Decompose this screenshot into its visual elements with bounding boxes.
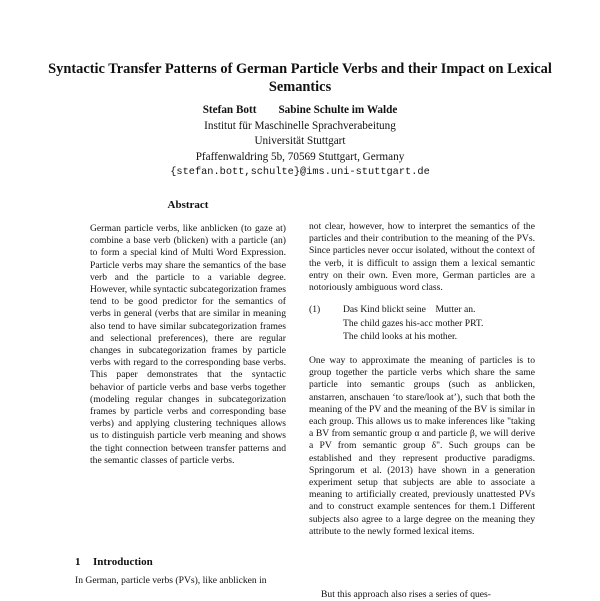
section-title: Introduction xyxy=(93,556,153,568)
right-paragraph-1: not clear, however, how to interpret the semantics of the particles and their contribution to the meaning of the PVs. Since particles never occur isolated, without the context of the verb, it is difficult to assign them a lexical semantic entry on their own. Even more, German particles are a notoriously ambiguous word class. xyxy=(309,221,535,294)
example-lines xyxy=(343,303,535,344)
abstract-text: German particle verbs, like anblicken (to gaze at) combine a base verb (blicken) with a particle (an) to form a special kind of Multi Word Expression. Particle verbs may share the semantics of the base verb and the particle to a variable degree. However, while syntactic subcategorization frames tend to be good predictor for the semantics of verbs in general (verbs that are similar in meaning also tend to have similar subcategorization frames and selectional preferences), there are regular changes in subcategorization frames by particle verbs with regard to the corresponding base verbs. This paper demonstrates that the syntactic behavior of particle verbs and base verbs together (modeling regular changes in subcategorization frames by particle verbs and corresponding base verbs) and applying clustering techniques allows us to distinguish particle verb meaning and shows the tight connection between transfer patterns and the semantic classes of particle verbs. xyxy=(90,223,286,466)
author-block xyxy=(40,103,560,181)
right-paragraph-3: But this approach also rises a series of ques- xyxy=(321,589,491,600)
abstract-heading: Abstract xyxy=(167,199,209,211)
section-heading xyxy=(75,556,153,568)
example-german: Das Kind blickt seine Mutter an. xyxy=(343,304,476,315)
address: Pfaffenwaldring 5b, 70569 Stuttgart, Germany xyxy=(195,150,405,163)
right-paragraph-2: One way to approximate the meaning of particles is to group together the particle verbs which share the same particle into semantic groups (such as anblicken, anstarren, anschauen ‘to stare/look at’), such that both the meaning of the PV and the meaning of the BV is similar in each group. This allows us to make inferences like "taking a BV from semantic group α and particle β, we will derive a PV from semantic group δ". Such groups can be established and they represent productive paradigms. Springorum et al. (2013) have shown in a generation experiment setup that subjects are able to associate a meaning to artificially created, previously unattested PVs and to construct example sentences for them.1 Different subjects also agree to a large degree on the meaning they attribute to the newly formed lexical items. xyxy=(309,355,535,537)
example-label: (1) xyxy=(309,304,321,315)
author-2: Sabine Schulte im Walde xyxy=(278,104,398,116)
example-gloss: The child gazes his-acc mother PRT. xyxy=(343,317,484,329)
email: {stefan.bott,schulte}@ims.uni-stuttgart.de xyxy=(170,166,430,179)
intro-text: In German, particle verbs (PVs), like anblicken in xyxy=(75,575,267,586)
paper-title: Syntactic Transfer Patterns of German Particle Verbs and their Impact on Lexical Semantics xyxy=(48,61,552,95)
section-number: 1 xyxy=(75,556,81,568)
university: Universität Stuttgart xyxy=(254,135,346,148)
example-translation: The child looks at his mother. xyxy=(343,331,458,343)
author-names xyxy=(40,103,560,119)
affiliation: Institut für Maschinelle Sprachverabeitung xyxy=(204,119,396,132)
author-1: Stefan Bott xyxy=(202,104,257,116)
